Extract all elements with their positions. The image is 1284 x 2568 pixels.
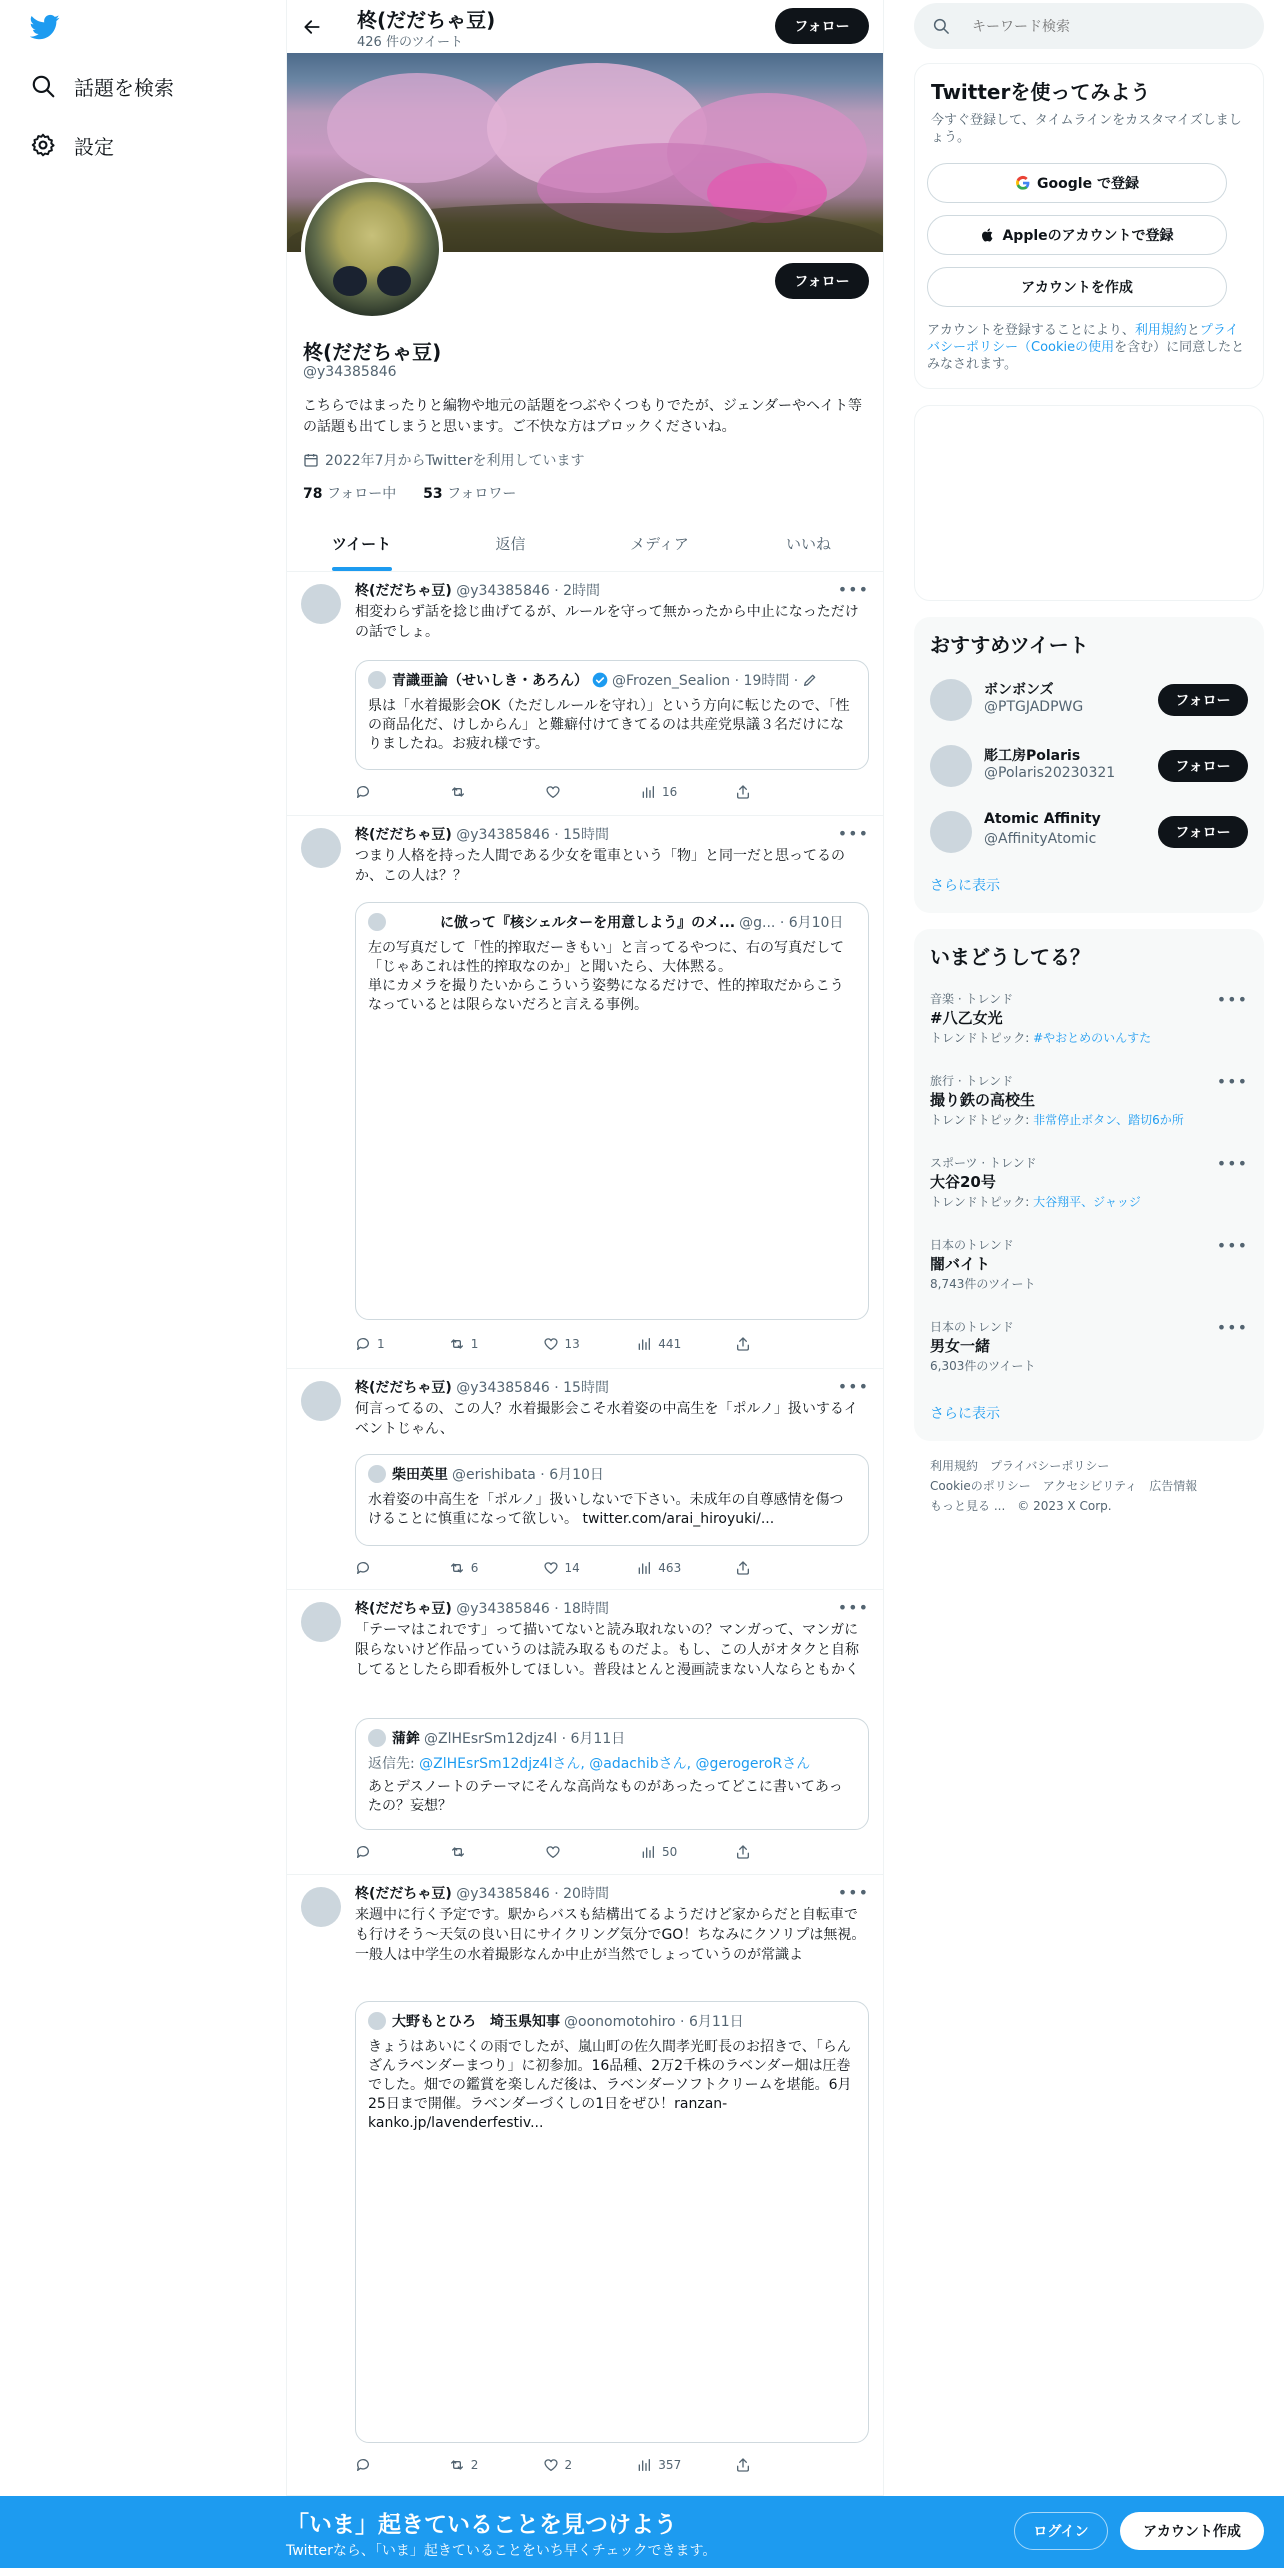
trend-count: 8,743件のツイート (930, 1277, 1036, 1291)
tweet-header (355, 1883, 609, 1903)
follow-button[interactable]: フォロー (1158, 750, 1248, 782)
share-button[interactable] (735, 1560, 775, 1576)
header-tweet-count: 426 件のツイート (357, 35, 464, 50)
tab-replies[interactable]: 返信 (495, 534, 526, 553)
trend-name: #八乙女光 (930, 1009, 1003, 1027)
quote-meta: @oonomotohiro · 6月11日 (564, 2014, 744, 2030)
tweet-actions (355, 1842, 775, 1862)
footer-copyright: © 2023 X Corp. (1017, 1499, 1112, 1513)
trend-item[interactable] (930, 1236, 1248, 1316)
bottombar-subtitle: Twitterなら、「いま」起きていることをいち早くチェックできます。 (286, 2543, 717, 2559)
views-chart-icon (636, 2457, 652, 2473)
tweet-actions (355, 1334, 775, 1354)
signup-title: Twitterを使ってみよう (931, 80, 1151, 104)
share-button[interactable] (735, 1336, 775, 1352)
profile-column (286, 0, 884, 2568)
signup-terms (927, 322, 1247, 373)
login-prompt-bar (0, 2496, 1284, 2568)
views-button[interactable] (640, 784, 680, 800)
more-icon[interactable]: ••• (837, 1377, 869, 1396)
reply-count: 1 (377, 1337, 385, 1351)
quote-avatar (368, 2012, 386, 2030)
follow-button[interactable]: フォロー (1158, 816, 1248, 848)
profile-tabs (287, 515, 883, 572)
profile-follow-stats (303, 483, 516, 503)
recommended-name: 彫工房Polaris (984, 748, 1081, 764)
quote-tweet[interactable] (355, 1718, 869, 1830)
apple-icon (980, 227, 996, 243)
trend-category: 日本のトレンド (930, 1238, 1014, 1252)
profile-handle: @y34385846 (303, 364, 397, 380)
quote-meta: @ZlHEsrSm12djz4l · 6月11日 (424, 1731, 626, 1747)
reply-icon (355, 784, 371, 800)
tweet-text: 「テーマはこれです」って描いてないと読み取れないの？マンガって、マンガに限らないけど作品っていうのは読み取るものだよ。もし、この人がオタクと自称してるとしたら即看板外してほしい。普段はとんと漫画読まない人ならともかく (355, 1622, 859, 1678)
tweet-header (355, 580, 600, 600)
quote-meta: @erishibata · 6月10日 (452, 1467, 604, 1483)
quote-meta: @g... · 6月10日 (739, 915, 844, 931)
footer-terms-link[interactable]: 利用規約 (930, 1459, 979, 1473)
tweet-meta: @y34385846 · 18時間 (456, 1601, 609, 1617)
search-icon (932, 17, 950, 35)
trend-category: 旅行 · トレンド (930, 1074, 1014, 1088)
recommended-account[interactable] (930, 675, 1248, 723)
retweet-count: 2 (470, 2458, 479, 2472)
terms-link[interactable]: 利用規約 (1134, 323, 1187, 338)
like-count: 2 (564, 2458, 573, 2472)
views-button[interactable] (636, 1336, 681, 1352)
retweet-button[interactable] (449, 1336, 489, 1352)
apple-signup-button[interactable] (927, 215, 1227, 255)
followers-link[interactable] (423, 486, 516, 502)
more-icon[interactable]: ••• (1216, 990, 1248, 1009)
views-button[interactable] (636, 2457, 681, 2473)
more-icon[interactable]: ••• (1216, 1236, 1248, 1255)
quote-avatar (368, 913, 386, 931)
views-button[interactable] (636, 1560, 681, 1576)
quote-author-name: に倣って『核シェルターを用意しよう』のメ... (440, 915, 736, 931)
views-count: 357 (658, 2458, 682, 2472)
tweet-text: つまり人格を持った人間である少女を電車という「物」と同一だと思ってるのか、この人は？？ (355, 848, 845, 884)
trend-topic-link[interactable]: 非常停止ボタン、踏切6か所 (1033, 1113, 1184, 1127)
quote-text: あとデスノートのテーマにそんな高尚なものがあったってどこに書いてあったの？妄想？ (368, 1779, 843, 1814)
tweet-author-name[interactable]: 柊(だだちゃ豆) (355, 1601, 452, 1617)
google-signup-button[interactable] (927, 163, 1227, 203)
share-icon (735, 1844, 751, 1860)
tweet-author-name[interactable]: 柊(だだちゃ豆) (355, 583, 452, 599)
quote-tweet[interactable] (355, 1454, 869, 1546)
recommended-handle: @PTGJADPWG (984, 699, 1084, 715)
views-count: 441 (658, 1337, 682, 1351)
search-box[interactable] (914, 3, 1264, 49)
trend-topic-label: トレンドトピック: (930, 1195, 1034, 1209)
header-profile-name: 柊(だだちゃ豆) (357, 8, 496, 32)
share-icon (735, 1336, 751, 1352)
privacy-link[interactable]: プライバシーポリシー（Cookieの使用 (927, 323, 1239, 355)
tweet-header (355, 1598, 609, 1618)
profile-follow-button[interactable]: フォロー (775, 263, 869, 299)
trend-name: 大谷20号 (930, 1173, 996, 1191)
trend-item[interactable] (930, 990, 1248, 1070)
header-follow-button[interactable]: フォロー (775, 8, 869, 44)
trends-show-more[interactable]: さらに表示 (930, 1406, 1000, 1422)
reply-button[interactable] (355, 1844, 395, 1860)
reply-icon (355, 1844, 371, 1860)
trend-item[interactable] (930, 1072, 1248, 1152)
tweet-meta: @y34385846 · 20時間 (456, 1886, 609, 1902)
footer-accessibility-link[interactable]: アクセシビリティ (1042, 1479, 1138, 1493)
retweet-icon (450, 784, 466, 800)
tweet-avatar[interactable] (301, 584, 341, 624)
tweet[interactable] (287, 1590, 883, 1875)
more-icon[interactable]: ••• (837, 1883, 869, 1902)
tweet-avatar[interactable] (301, 1381, 341, 1421)
empty-card (914, 405, 1264, 601)
trend-name: 男女一緒 (930, 1337, 991, 1355)
following-link[interactable] (303, 486, 396, 502)
profile-bio: こちらではまったりと編物や地元の話題をつぶやくつもりでたが、ジェンダーやヘイト等の話題も出てしまうと思います。ご不快な方はブロックくださいね。 (303, 398, 863, 435)
heart-icon (545, 1844, 561, 1860)
quote-reply-handles[interactable]: @ZlHEsrSm12djz4lさん, @adachibさん, @gerogeroRさん (419, 1756, 811, 1772)
more-icon[interactable]: ••• (837, 824, 869, 843)
quote-avatar (368, 1465, 386, 1483)
verified-badge-icon (592, 672, 608, 688)
avatar[interactable] (930, 745, 972, 787)
search-input[interactable] (970, 17, 1230, 35)
twitter-logo-icon[interactable] (30, 12, 60, 42)
tweet-avatar[interactable] (301, 1602, 341, 1642)
quote-tweet[interactable] (355, 660, 869, 770)
left-navigation (0, 0, 286, 2568)
like-count: 13 (564, 1337, 580, 1351)
reply-icon (355, 2457, 371, 2473)
right-sidebar (914, 0, 1264, 2568)
quote-body (368, 1755, 856, 1816)
profile-avatar[interactable] (301, 178, 443, 320)
share-icon (735, 1560, 751, 1576)
tweet[interactable] (287, 1875, 883, 2496)
tab-likes[interactable]: いいね (785, 534, 831, 553)
trend-item[interactable] (930, 1318, 1248, 1398)
like-button[interactable] (543, 1336, 583, 1352)
like-button[interactable] (545, 1844, 585, 1860)
share-icon (735, 2457, 751, 2473)
search-icon (30, 73, 56, 99)
retweet-icon (449, 2457, 465, 2473)
footer-cookie-link[interactable]: Cookieのポリシー (930, 1479, 1031, 1493)
quote-author-name: 柴田英里 (392, 1467, 448, 1483)
quote-header (368, 670, 818, 690)
share-button[interactable] (735, 2457, 775, 2473)
trends-card (914, 929, 1264, 1441)
quote-author-name: 蒲鉾 (392, 1731, 420, 1747)
signup-card (914, 63, 1264, 389)
trends-title: いまどうしてる？ (930, 945, 1090, 969)
recommended-name: ボンボンズ (984, 682, 1054, 698)
views-count: 16 (662, 785, 678, 799)
login-button[interactable]: ログイン (1014, 2512, 1108, 2550)
retweet-count: 6 (470, 1561, 479, 1575)
reply-button[interactable] (355, 784, 395, 800)
following-label: フォロー中 (326, 486, 397, 502)
sidebar-footer (930, 1456, 1260, 1516)
share-button[interactable] (735, 1844, 775, 1860)
more-icon[interactable]: ••• (837, 580, 869, 599)
avatar[interactable] (930, 679, 972, 721)
trend-category: 音楽 · トレンド (930, 992, 1014, 1006)
retweet-button[interactable] (449, 2457, 489, 2473)
trend-topic-link[interactable]: 大谷翔平、ジャッジ (1033, 1195, 1141, 1209)
nav-settings-label: 設定 (74, 134, 114, 159)
tweet-text: 何言ってるの、この人？水着撮影会こそ水着姿の中高生を「ポルノ」扱いするイベントじゃん、 (355, 1401, 858, 1437)
views-chart-icon (636, 1336, 652, 1352)
retweet-icon (450, 1844, 466, 1860)
trend-count: 6,303件のツイート (930, 1359, 1036, 1373)
quote-avatar (368, 1729, 386, 1747)
like-button[interactable] (545, 784, 585, 800)
quote-meta: @Frozen_Sealion · 19時間 · (612, 673, 799, 689)
trend-topic (930, 1193, 1141, 1210)
terms-suffix: を含む）に同意したとみなされます。 (927, 340, 1245, 372)
nav-explore-label: 話題を検索 (74, 75, 174, 100)
trend-topic-label: トレンドトピック: (930, 1113, 1034, 1127)
views-count: 50 (662, 1845, 678, 1859)
profile-header-bar (287, 0, 883, 53)
profile-joined-text: 2022年7月からTwitterを利用しています (325, 453, 585, 469)
heart-icon (543, 2457, 559, 2473)
views-button[interactable] (640, 1844, 680, 1860)
quote-header (368, 1464, 604, 1484)
heart-icon (543, 1336, 559, 1352)
avatar[interactable] (930, 811, 972, 853)
trend-item[interactable] (930, 1154, 1248, 1234)
following-count: 78 (303, 486, 323, 502)
more-icon[interactable]: ••• (1216, 1318, 1248, 1337)
gear-icon (30, 132, 56, 158)
reply-button[interactable] (355, 1560, 395, 1576)
back-arrow-icon[interactable] (297, 12, 327, 42)
views-count: 463 (658, 1561, 682, 1575)
follow-button[interactable]: フォロー (1158, 684, 1248, 716)
quote-header (368, 912, 843, 932)
terms-prefix: アカウントを登録することにより、 (927, 323, 1135, 338)
bottombar-title: 「いま」起きていることを見つけよう (286, 2512, 677, 2538)
recommended-show-more[interactable]: さらに表示 (930, 878, 1000, 894)
trend-category: スポーツ · トレンド (930, 1156, 1037, 1170)
recommended-account[interactable] (930, 807, 1248, 855)
quote-reply-to (368, 1755, 856, 1774)
create-account-button[interactable]: アカウントを作成 (927, 267, 1227, 307)
trend-topic (930, 1111, 1184, 1128)
quote-author-name: 大野もとひろ 埼玉県知事 (392, 2014, 560, 2030)
recommended-handle: @AffinityAtomic (984, 831, 1097, 847)
quote-text: きょうはあいにくの雨でしたが、嵐山町の佐久間孝光町長のお招きで、「らんざんラベンダーまつり」に初参加。16品種、2万2千株のラベンダー畑は圧巻でした。畑での鑑賞を楽しんだ後は、ラベンダーソフトクリームを堪能。6月25日まで開催。ラベンダーづくしの1日をぜひ！ranzan-kanko.jp/lavenderfestiv... (368, 2039, 852, 2131)
tweet-actions (355, 2455, 775, 2475)
quote-avatar (368, 671, 386, 689)
google-signup-label: Google で登録 (1037, 176, 1139, 192)
quote-header (368, 1728, 625, 1748)
tweet[interactable] (287, 572, 883, 816)
retweet-button[interactable] (449, 1560, 489, 1576)
like-button[interactable] (543, 1560, 583, 1576)
trend-topic-label: トレンドトピック: (930, 1031, 1034, 1045)
share-button[interactable] (735, 784, 775, 800)
reply-icon (355, 1336, 371, 1352)
footer-more-link[interactable]: もっと見る ... (930, 1499, 1006, 1513)
recommended-account[interactable] (930, 741, 1248, 789)
trend-name: 闇バイト (930, 1255, 991, 1273)
tweet-meta: @y34385846 · 15時間 (456, 827, 609, 843)
nav-explore[interactable] (30, 66, 174, 106)
quote-text: 左の写真だして「性的搾取だーきもい」と言ってるやつに、右の写真だして「じゃあこれは性的搾取なのか」と聞いたら、大体黙る。 単にカメラを撮りたいからこういう姿勢になるだけで、性的搾取だからこうなっているとは限らないだろと言える事例。 (368, 940, 844, 1013)
retweet-icon (449, 1560, 465, 1576)
reply-button[interactable] (355, 2457, 395, 2473)
terms-and: と (1186, 323, 1200, 338)
tweet-author-name[interactable]: 柊(だだちゃ豆) (355, 1380, 452, 1396)
quote-reply-prefix: 返信先: (368, 1756, 420, 1772)
trend-category: 日本のトレンド (930, 1320, 1014, 1334)
views-chart-icon (640, 1844, 656, 1860)
tweet-text: 相変わらず話を捻じ曲げてるが、ルールを守って無かったから中止になっただけの話でしょ。 (355, 604, 859, 640)
quote-tweet[interactable] (355, 902, 869, 1320)
apple-signup-label: Appleのアカウントで登録 (1002, 228, 1174, 244)
trend-topic (930, 1029, 1151, 1046)
tweet-text: 来週中に行く予定です。駅からバスも結構出てるようだけど家からだと自転車でも行けそう～天気の良い日にサイクリング気分でGO！ちなみにクソリプは無視。一般人は中学生の水着撮影なんか中止が当然でしょっていうのが常識よ (355, 1907, 866, 1963)
like-button[interactable] (543, 2457, 583, 2473)
quote-header (368, 2011, 744, 2031)
footer-ads-link[interactable]: 広告情報 (1149, 1479, 1198, 1493)
more-icon[interactable]: ••• (1216, 1154, 1248, 1173)
views-chart-icon (636, 1560, 652, 1576)
footer-privacy-link[interactable]: プライバシーポリシー (990, 1459, 1110, 1473)
like-count: 14 (564, 1561, 580, 1575)
followers-count: 53 (423, 486, 443, 502)
trend-name: 撮り鉄の高校生 (930, 1091, 1036, 1109)
more-icon[interactable]: ••• (1216, 1072, 1248, 1091)
signup-subtitle: 今すぐ登録して、タイムラインをカスタマイズしましょう。 (931, 113, 1242, 145)
profile-name: 柊(だだちゃ豆) (303, 340, 442, 364)
retweet-button[interactable] (450, 784, 490, 800)
retweet-button[interactable] (450, 1844, 490, 1860)
retweet-count: 1 (470, 1337, 479, 1351)
share-icon (735, 784, 751, 800)
more-icon[interactable]: ••• (837, 1598, 869, 1617)
heart-icon (545, 784, 561, 800)
reply-button[interactable] (355, 1336, 395, 1352)
heart-icon (543, 1560, 559, 1576)
google-icon (1015, 175, 1031, 191)
tab-tweets[interactable]: ツイート (287, 515, 436, 571)
quote-tweet[interactable] (355, 2001, 869, 2443)
retweet-icon (449, 1336, 465, 1352)
nav-settings[interactable] (30, 125, 114, 165)
edit-pencil-icon (802, 672, 818, 688)
reply-icon (355, 1560, 371, 1576)
tweet-header (355, 824, 609, 844)
quote-text: 水着姿の中高生を「ポルノ」扱いしないで下さい。未成年の自尊感情を傷つけることに慎重になって欲しい。 twitter.com/arai_hiroyuki/... (368, 1492, 844, 1527)
tweet-avatar[interactable] (301, 1887, 341, 1927)
tweet[interactable] (287, 816, 883, 1369)
tweet-author-name[interactable]: 柊(だだちゃ豆) (355, 1886, 452, 1902)
tweet[interactable] (287, 1369, 883, 1590)
recommended-name: Atomic Affinity (984, 811, 1101, 827)
tweet-actions (355, 782, 775, 802)
tweet-meta: @y34385846 · 15時間 (456, 1380, 609, 1396)
tweet-actions (355, 1558, 775, 1578)
quote-author-name: 青識亜論（せいしき・あろん） (392, 673, 588, 689)
views-chart-icon (640, 784, 656, 800)
trend-topic-link[interactable]: #やおとめのいんすた (1033, 1031, 1152, 1045)
profile-joined (303, 450, 584, 470)
calendar-icon (303, 452, 319, 468)
quote-text: 県は「水着撮影会OK（ただしルールを守れ）」という方向に転じたので、「性の商品化だ、けしからん」と難癖付けてきてるのは共産党県議３名だけになりましたね。お疲れ様です。 (368, 698, 850, 752)
signup-button[interactable]: アカウント作成 (1120, 2512, 1264, 2550)
tweet-header (355, 1377, 609, 1397)
followers-label: フォロワー (447, 486, 517, 502)
recommended-title: おすすめツイート (930, 633, 1089, 657)
tab-media[interactable]: メディア (630, 534, 689, 553)
tweet-avatar[interactable] (301, 828, 341, 868)
recommended-card (914, 617, 1264, 913)
tweet-meta: @y34385846 · 2時間 (456, 583, 601, 599)
tweet-author-name[interactable]: 柊(だだちゃ豆) (355, 827, 452, 843)
recommended-handle: @Polaris20230321 (984, 765, 1116, 781)
